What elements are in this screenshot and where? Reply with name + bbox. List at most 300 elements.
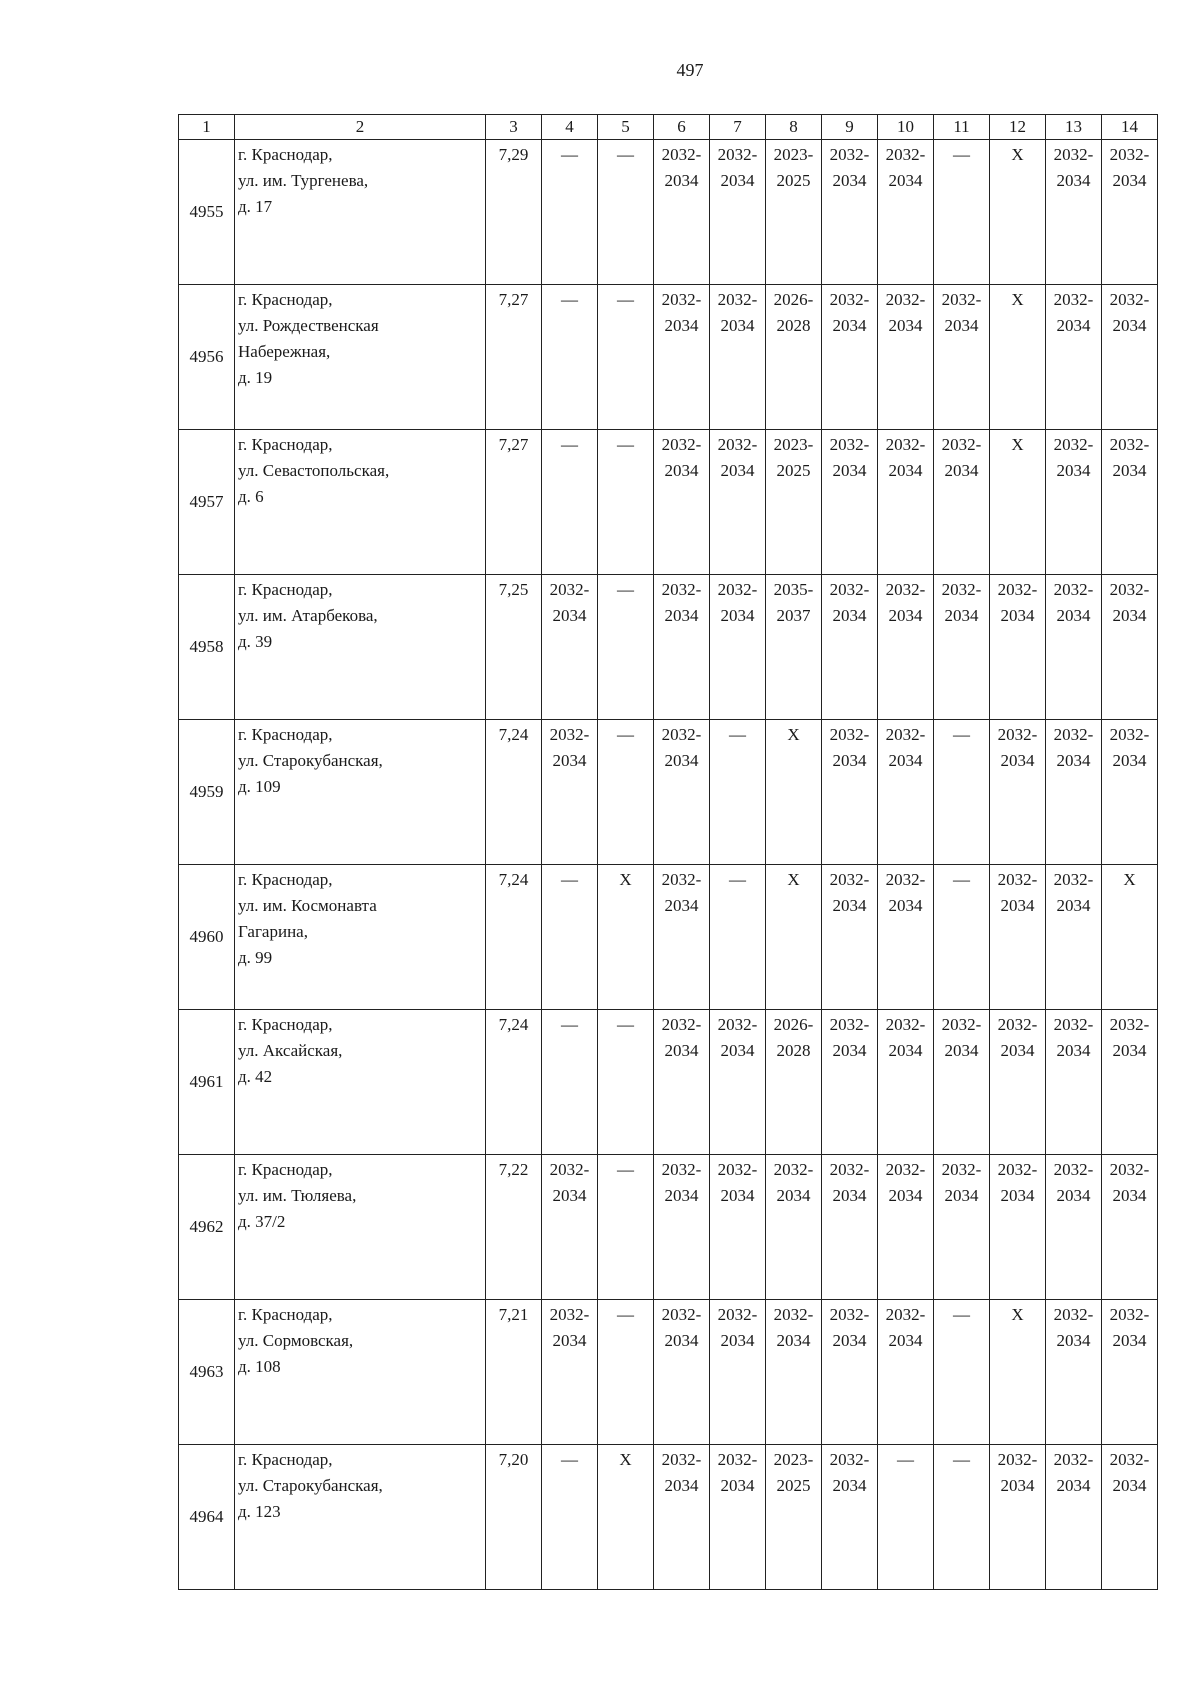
value-cell: [654, 1010, 710, 1155]
row-number: 4960: [179, 865, 235, 1010]
value-cell: [934, 1155, 990, 1300]
value-line: —: [561, 435, 578, 454]
value-line: 2032-: [1053, 1305, 1094, 1324]
value-line: 2034: [720, 461, 755, 480]
value-line: 2032-: [661, 1160, 702, 1179]
value-line: —: [561, 870, 578, 889]
address-cell: [235, 430, 486, 575]
value-cell: [1102, 285, 1158, 430]
value-line: 2032-: [549, 1305, 590, 1324]
value-cell: [598, 1155, 654, 1300]
coefficient-cell: 7,20: [486, 1445, 542, 1590]
value-cell: [878, 720, 934, 865]
value-cell: [710, 285, 766, 430]
value-cell: [878, 285, 934, 430]
value-line: 2032-: [829, 1305, 870, 1324]
value-cell: [990, 1010, 1046, 1155]
value-cell: [542, 1155, 598, 1300]
value-cell: [822, 430, 878, 575]
value-line: 2034: [832, 896, 867, 915]
value-line: 2032-: [885, 870, 926, 889]
column-header: 14: [1102, 115, 1158, 140]
value-cell: [822, 1300, 878, 1445]
value-line: 2034: [832, 171, 867, 190]
value-cell: [822, 575, 878, 720]
value-line: 2032-: [1109, 435, 1150, 454]
value-line: 2032-: [997, 1015, 1038, 1034]
value-line: 2026-: [773, 1015, 814, 1034]
value-line: 2032-: [717, 290, 758, 309]
value-line: 2032-: [661, 870, 702, 889]
address-cell: [235, 1300, 486, 1445]
value-line: —: [729, 725, 746, 744]
value-cell: [598, 575, 654, 720]
value-cell: [766, 140, 822, 285]
address-line: ул. Старокубанская,: [238, 751, 383, 770]
coefficient-cell: 7,24: [486, 865, 542, 1010]
value-cell: [1102, 720, 1158, 865]
row-number: 4956: [179, 285, 235, 430]
value-cell: [710, 140, 766, 285]
address-line: г. Краснодар,: [238, 1450, 333, 1469]
value-line: 2034: [832, 606, 867, 625]
coefficient-cell: 7,27: [486, 285, 542, 430]
value-line: 2034: [664, 461, 699, 480]
value-line: —: [953, 1450, 970, 1469]
value-cell: [878, 140, 934, 285]
address-line: ул. Аксайская,: [238, 1041, 343, 1060]
value-line: 2032-: [1053, 870, 1094, 889]
value-line: 2032-: [1109, 1160, 1150, 1179]
value-line: X: [1011, 1305, 1024, 1324]
row-number: 4958: [179, 575, 235, 720]
value-line: 2034: [888, 896, 923, 915]
value-line: 2034: [664, 316, 699, 335]
address-line: г. Краснодар,: [238, 145, 333, 164]
value-line: 2032-: [885, 1305, 926, 1324]
value-cell: [990, 1445, 1046, 1590]
value-line: 2032-: [773, 1305, 814, 1324]
table-row: [179, 430, 1158, 575]
value-line: 2034: [1000, 1186, 1035, 1205]
column-header: 4: [542, 115, 598, 140]
address-line: д. 6: [238, 487, 264, 506]
value-cell: [1102, 430, 1158, 575]
value-line: 2034: [552, 1331, 587, 1350]
value-line: 2034: [720, 171, 755, 190]
value-line: —: [561, 145, 578, 164]
value-cell: [654, 575, 710, 720]
address-cell: [235, 1010, 486, 1155]
value-cell: [878, 1300, 934, 1445]
value-line: —: [561, 1450, 578, 1469]
value-line: 2032-: [1053, 1450, 1094, 1469]
value-line: 2032-: [997, 1160, 1038, 1179]
value-line: 2034: [1056, 751, 1091, 770]
address-line: ул. Севастопольская,: [238, 461, 390, 480]
column-header: 6: [654, 115, 710, 140]
value-line: 2032-: [885, 580, 926, 599]
value-line: 2032-: [549, 725, 590, 744]
value-line: 2032-: [885, 145, 926, 164]
value-cell: [598, 1300, 654, 1445]
value-cell: [822, 1010, 878, 1155]
value-line: 2032-: [1109, 725, 1150, 744]
value-cell: [934, 1010, 990, 1155]
value-cell: [990, 1155, 1046, 1300]
value-cell: [1046, 575, 1102, 720]
value-line: —: [617, 290, 634, 309]
value-cell: [766, 865, 822, 1010]
value-line: 2034: [552, 1186, 587, 1205]
value-line: 2034: [832, 751, 867, 770]
value-line: 2037: [776, 606, 811, 625]
value-cell: [1102, 140, 1158, 285]
value-line: 2034: [664, 751, 699, 770]
value-line: —: [953, 870, 970, 889]
value-cell: [1046, 1155, 1102, 1300]
address-line: г. Краснодар,: [238, 725, 333, 744]
value-line: 2034: [888, 1186, 923, 1205]
address-cell: [235, 575, 486, 720]
value-line: 2034: [1112, 1476, 1147, 1495]
row-number: 4961: [179, 1010, 235, 1155]
value-cell: [1102, 1155, 1158, 1300]
value-line: 2032-: [829, 290, 870, 309]
value-cell: [990, 140, 1046, 285]
value-line: 2028: [776, 1041, 811, 1060]
value-line: 2025: [776, 461, 811, 480]
value-line: —: [617, 580, 634, 599]
address-line: ул. Рождественская: [238, 316, 379, 335]
value-line: 2032-: [1053, 435, 1094, 454]
table-row: [179, 1445, 1158, 1590]
value-line: 2032-: [1109, 580, 1150, 599]
value-line: 2034: [720, 1186, 755, 1205]
column-header: 12: [990, 115, 1046, 140]
value-cell: [766, 285, 822, 430]
address-line: г. Краснодар,: [238, 435, 333, 454]
column-header: 2: [235, 115, 486, 140]
value-line: 2034: [888, 461, 923, 480]
value-cell: [654, 1445, 710, 1590]
value-line: 2032-: [717, 1015, 758, 1034]
value-cell: [654, 720, 710, 865]
value-cell: [766, 1445, 822, 1590]
value-line: 2034: [944, 1186, 979, 1205]
value-line: 2032-: [941, 435, 982, 454]
value-line: 2023-: [773, 1450, 814, 1469]
value-line: 2023-: [773, 145, 814, 164]
value-line: —: [953, 145, 970, 164]
value-cell: [542, 575, 598, 720]
value-line: 2032-: [717, 1305, 758, 1324]
value-cell: [710, 865, 766, 1010]
value-line: 2032-: [829, 580, 870, 599]
column-header: 13: [1046, 115, 1102, 140]
column-header: 3: [486, 115, 542, 140]
value-line: 2034: [664, 1186, 699, 1205]
value-line: 2034: [832, 1041, 867, 1060]
table-row: [179, 1010, 1158, 1155]
value-cell: [934, 140, 990, 285]
value-line: 2032-: [829, 145, 870, 164]
value-cell: [710, 1300, 766, 1445]
value-cell: [934, 720, 990, 865]
value-cell: [1102, 1010, 1158, 1155]
value-cell: [878, 1445, 934, 1590]
value-cell: [934, 285, 990, 430]
table-row: [179, 1300, 1158, 1445]
value-line: 2034: [664, 606, 699, 625]
value-cell: [654, 1300, 710, 1445]
value-line: 2023-: [773, 435, 814, 454]
value-cell: [542, 720, 598, 865]
value-line: 2032-: [661, 1305, 702, 1324]
coefficient-cell: 7,27: [486, 430, 542, 575]
address-line: Набережная,: [238, 342, 331, 361]
value-line: —: [617, 145, 634, 164]
value-cell: [1046, 1010, 1102, 1155]
address-line: д. 42: [238, 1067, 273, 1086]
value-line: 2032-: [549, 1160, 590, 1179]
value-cell: [654, 430, 710, 575]
address-line: ул. им. Атарбекова,: [238, 606, 378, 625]
value-line: 2032-: [1053, 580, 1094, 599]
address-line: Гагарина,: [238, 922, 308, 941]
value-line: 2032-: [1109, 290, 1150, 309]
value-line: 2032-: [941, 1015, 982, 1034]
value-line: 2034: [664, 1476, 699, 1495]
value-line: 2032-: [1109, 1015, 1150, 1034]
address-cell: [235, 140, 486, 285]
value-line: —: [561, 1015, 578, 1034]
value-line: 2025: [776, 1476, 811, 1495]
value-cell: [542, 1445, 598, 1590]
value-cell: [542, 1010, 598, 1155]
value-line: 2032-: [829, 1015, 870, 1034]
value-line: 2034: [1000, 1041, 1035, 1060]
value-cell: [598, 285, 654, 430]
housing-schedule-table: [178, 114, 1158, 1590]
value-line: 2032-: [717, 435, 758, 454]
value-cell: [990, 285, 1046, 430]
value-line: X: [1011, 145, 1024, 164]
value-line: 2032-: [773, 1160, 814, 1179]
value-line: 2034: [1112, 606, 1147, 625]
table-row: [179, 1155, 1158, 1300]
value-cell: [878, 865, 934, 1010]
value-line: 2032-: [885, 1160, 926, 1179]
value-cell: [1046, 1445, 1102, 1590]
value-cell: [598, 430, 654, 575]
coefficient-cell: 7,21: [486, 1300, 542, 1445]
value-line: 2032-: [661, 580, 702, 599]
row-number: 4963: [179, 1300, 235, 1445]
address-cell: [235, 285, 486, 430]
address-line: ул. им. Тургенева,: [238, 171, 369, 190]
value-cell: [710, 575, 766, 720]
value-cell: [598, 865, 654, 1010]
value-cell: [766, 1300, 822, 1445]
value-line: 2034: [552, 751, 587, 770]
value-line: 2034: [888, 316, 923, 335]
address-line: д. 123: [238, 1502, 281, 1521]
value-cell: [990, 865, 1046, 1010]
coefficient-cell: 7,22: [486, 1155, 542, 1300]
value-line: 2034: [944, 461, 979, 480]
value-cell: [598, 140, 654, 285]
value-line: 2035-: [773, 580, 814, 599]
column-header: 9: [822, 115, 878, 140]
value-line: 2034: [776, 1186, 811, 1205]
address-line: д. 17: [238, 197, 273, 216]
address-line: д. 37/2: [238, 1212, 286, 1231]
value-line: 2032-: [997, 870, 1038, 889]
value-cell: [990, 1300, 1046, 1445]
value-cell: [710, 1010, 766, 1155]
value-line: 2032-: [1109, 1450, 1150, 1469]
value-cell: [1046, 720, 1102, 865]
value-line: 2032-: [1109, 1305, 1150, 1324]
address-line: г. Краснодар,: [238, 870, 333, 889]
value-line: 2028: [776, 316, 811, 335]
value-line: X: [619, 1450, 632, 1469]
value-line: 2032-: [829, 870, 870, 889]
value-line: 2034: [1056, 606, 1091, 625]
coefficient-cell: 7,29: [486, 140, 542, 285]
value-line: 2034: [664, 171, 699, 190]
value-cell: [710, 430, 766, 575]
value-cell: [878, 1155, 934, 1300]
address-line: г. Краснодар,: [238, 1160, 333, 1179]
value-line: 2034: [1000, 1476, 1035, 1495]
value-line: 2032-: [1053, 725, 1094, 744]
value-line: 2034: [888, 1041, 923, 1060]
value-line: 2034: [1056, 171, 1091, 190]
value-line: 2034: [1112, 316, 1147, 335]
value-cell: [654, 140, 710, 285]
value-cell: [654, 285, 710, 430]
value-line: —: [617, 1305, 634, 1324]
value-line: X: [787, 725, 800, 744]
value-line: 2034: [888, 171, 923, 190]
value-line: X: [1011, 435, 1024, 454]
address-line: г. Краснодар,: [238, 1305, 333, 1324]
value-cell: [990, 720, 1046, 865]
value-line: —: [897, 1450, 914, 1469]
value-line: 2034: [832, 1476, 867, 1495]
value-cell: [878, 575, 934, 720]
value-line: 2032-: [717, 145, 758, 164]
address-line: ул. им. Тюляева,: [238, 1186, 357, 1205]
value-cell: [934, 1445, 990, 1590]
value-line: 2034: [720, 1041, 755, 1060]
value-line: 2034: [1112, 171, 1147, 190]
value-line: 2032-: [941, 1160, 982, 1179]
value-line: 2032-: [885, 725, 926, 744]
value-cell: [654, 865, 710, 1010]
address-line: д. 108: [238, 1357, 281, 1376]
value-line: 2034: [888, 606, 923, 625]
value-cell: [822, 140, 878, 285]
value-line: —: [617, 435, 634, 454]
value-cell: [766, 575, 822, 720]
address-line: д. 39: [238, 632, 273, 651]
value-cell: [598, 1010, 654, 1155]
value-line: X: [787, 870, 800, 889]
value-line: 2034: [1112, 1041, 1147, 1060]
value-line: 2032-: [941, 290, 982, 309]
value-cell: [1046, 865, 1102, 1010]
address-cell: [235, 720, 486, 865]
address-line: ул. им. Космонавта: [238, 896, 377, 915]
value-line: 2034: [1056, 896, 1091, 915]
value-line: 2034: [776, 1331, 811, 1350]
value-line: 2032-: [549, 580, 590, 599]
table-row: [179, 140, 1158, 285]
value-cell: [710, 1155, 766, 1300]
value-line: 2032-: [997, 1450, 1038, 1469]
value-line: 2032-: [885, 290, 926, 309]
value-cell: [934, 865, 990, 1010]
value-line: 2032-: [1053, 290, 1094, 309]
address-line: ул. Старокубанская,: [238, 1476, 383, 1495]
value-line: 2034: [664, 1041, 699, 1060]
value-cell: [822, 1155, 878, 1300]
value-line: 2032-: [1053, 145, 1094, 164]
value-line: 2034: [1000, 896, 1035, 915]
address-line: ул. Сормовская,: [238, 1331, 354, 1350]
value-cell: [1046, 430, 1102, 575]
value-line: 2032-: [829, 1450, 870, 1469]
value-line: 2032-: [717, 1450, 758, 1469]
header-row: [179, 115, 1158, 140]
value-line: 2034: [1056, 461, 1091, 480]
value-cell: [878, 430, 934, 575]
value-line: 2032-: [661, 145, 702, 164]
table-row: [179, 865, 1158, 1010]
value-line: 2034: [1056, 1041, 1091, 1060]
value-cell: [598, 720, 654, 865]
row-number: 4964: [179, 1445, 235, 1590]
table-row: [179, 285, 1158, 430]
value-line: 2034: [1056, 1186, 1091, 1205]
value-cell: [1046, 285, 1102, 430]
value-line: 2032-: [885, 435, 926, 454]
value-line: 2025: [776, 171, 811, 190]
value-cell: [934, 575, 990, 720]
address-line: г. Краснодар,: [238, 1015, 333, 1034]
value-line: 2034: [944, 316, 979, 335]
value-line: 2032-: [997, 580, 1038, 599]
value-cell: [1046, 1300, 1102, 1445]
value-line: —: [617, 1015, 634, 1034]
value-line: —: [953, 725, 970, 744]
value-cell: [1102, 1300, 1158, 1445]
value-line: 2034: [1112, 1186, 1147, 1205]
value-line: X: [619, 870, 632, 889]
address-cell: [235, 1445, 486, 1590]
value-line: 2034: [1112, 751, 1147, 770]
address-line: д. 19: [238, 368, 273, 387]
value-line: 2034: [888, 1331, 923, 1350]
value-line: 2034: [832, 316, 867, 335]
value-line: X: [1011, 290, 1024, 309]
value-line: 2034: [720, 1331, 755, 1350]
value-cell: [766, 720, 822, 865]
value-cell: [766, 1010, 822, 1155]
